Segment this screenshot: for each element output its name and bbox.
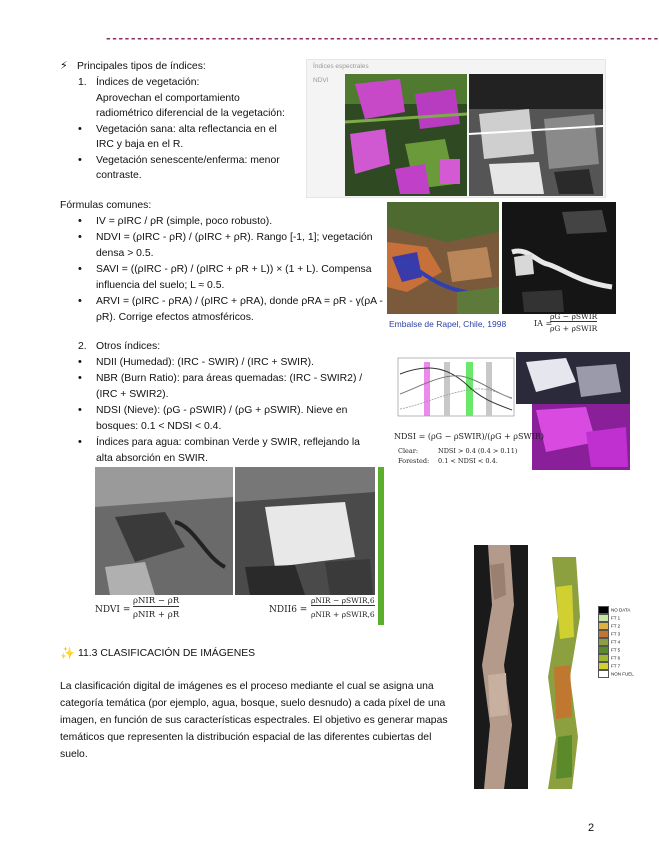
list-item: NDSI (Nieve): (ρG - ρSWIR) / (ρG + ρSWIR). Nieve en: [96, 405, 348, 416]
ndsi-images: [516, 352, 630, 470]
sparkle-icon: ✨: [60, 646, 75, 660]
list-item: ARVI = (ρIRC - ρRA) / (ρIRC + ρRA), donde ρRA = ρR - γ(ρA -: [96, 296, 383, 307]
legend-item: [598, 657, 621, 669]
ndvi-color-image: [345, 74, 467, 196]
legend-label: FT 1: [611, 615, 621, 621]
legend-item: [598, 633, 621, 645]
rapel-gray-image: [502, 202, 616, 314]
classified-map-panel: [542, 557, 634, 789]
list-item: Vegetación sana: alta reflectancia en el: [96, 124, 277, 135]
list-item: Índices para agua: combinan Verde y SWIR, reflejando la: [96, 437, 360, 448]
bullet-dot: •: [78, 215, 82, 227]
figure-rapel: [386, 198, 618, 340]
legend-label: FT 7: [611, 663, 621, 669]
ndsi-spectral-chart: [386, 354, 516, 426]
page-number: 2: [588, 822, 595, 834]
bullet-dot: •: [78, 356, 82, 368]
item-number: 1.: [78, 77, 87, 88]
legend-label: FT 6: [611, 655, 621, 661]
bullet-dot: •: [78, 404, 82, 416]
legend-item: [598, 601, 631, 613]
bullet-dot: •: [78, 263, 82, 275]
figure-label: NDVI: [313, 77, 329, 84]
classified-strip-image: [542, 557, 594, 789]
legend-label: NON FUEL: [611, 671, 634, 677]
bullet-dot: •: [78, 436, 82, 448]
list-item: (IRC + SWIR2).: [96, 389, 169, 400]
legend-item: [598, 617, 621, 629]
list-item: Vegetación senescente/enferma: menor: [96, 155, 280, 166]
list-item: bosques: 0.1 < NDSI < 0.4.: [96, 421, 222, 432]
rapel-formula-numerator: ρG − ρSWIR: [550, 312, 598, 321]
list-item: NDVI = (ρIRC - ρR) / (ρIRC + ρR). Rango [-1, 1]; vegetación: [96, 232, 373, 243]
section-heading: 11.3 CLASIFICACIÓN DE IMÁGENES: [78, 648, 256, 659]
rapel-formula-denominator: ρG + ρSWIR: [550, 324, 598, 333]
list-item: ρR). Corrige efectos atmosféricos.: [96, 312, 254, 323]
ndvi-gray-image: [95, 467, 233, 595]
ndvi-formula-numerator: ρNIR − ρR: [133, 596, 180, 606]
list-item: influencia del suelo; L ≈ 0.5.: [96, 280, 225, 291]
legend-item: [598, 609, 621, 621]
list-item: IRC y baja en el R.: [96, 139, 184, 150]
figure-indices-espectrales: [306, 59, 606, 198]
ndii-formula-lhs: NDII6 =: [269, 605, 308, 615]
list-item: NDII (Humedad): (IRC - SWIR) / (IRC + SWIR).: [96, 357, 314, 368]
list-item: contraste.: [96, 170, 142, 181]
item-desc-line: Aprovechan el comportamiento: [96, 93, 240, 104]
list-item: NBR (Burn Ratio): para áreas quemadas: (IRC - SWIR2) /: [96, 373, 363, 384]
legend-item: [598, 649, 621, 661]
rapel-caption: Embalse de Rapel, Chile, 1998: [389, 319, 507, 329]
bullet-dot: •: [78, 231, 82, 243]
item-title: Índices de vegetación:: [96, 77, 200, 88]
paragraph-line: La clasificación digital de imágenes es el proceso mediante el cual se asigna una: [60, 681, 434, 692]
paragraph-line: imagen, en función de sus características espectrales. El objetivo es generar mapas: [60, 715, 448, 726]
rapel-color-image: [387, 202, 499, 314]
list-item: IV = ρIRC / ρR (simple, poco robusto).: [96, 216, 273, 227]
item-desc-line: radiométrico diferencial de la vegetación:: [96, 108, 285, 119]
legend-label: NO DATA: [611, 607, 631, 613]
figure-ndsi: [386, 352, 630, 470]
legend-label: FT 2: [611, 623, 621, 629]
ndsi-clear-label: Clear:: [398, 447, 419, 455]
item-number: 2.: [78, 341, 87, 352]
legend-label: FT 3: [611, 631, 621, 637]
list-item: densa > 0.5.: [96, 248, 154, 259]
principales-heading: Principales tipos de índices:: [77, 61, 206, 72]
legend-item: [598, 625, 621, 637]
bullet-dot: •: [78, 295, 82, 307]
bullet-dot: •: [78, 154, 82, 166]
bullet-dot: •: [78, 372, 82, 384]
lightning-icon: ⚡: [60, 60, 68, 72]
ndii-gray-image: [235, 467, 375, 595]
ndvi-formula-lhs: NDVI =: [95, 605, 131, 615]
figure-classification: [474, 545, 634, 789]
formulas-heading: Fórmulas comunes:: [60, 200, 152, 211]
figure-ndvi-ndii: [95, 467, 384, 625]
otros-heading: Otros índices:: [96, 341, 161, 352]
satellite-strip-image: [474, 545, 528, 789]
figure-title: Índices espectrales: [313, 63, 369, 70]
ndsi-clear-value: NDSI > 0.4 (0.4 > 0.11): [438, 447, 518, 455]
separator-line: -----------------------------------------------------------------------------------------: [105, 32, 659, 45]
legend-swatch: [598, 670, 609, 678]
legend-label: FT 4: [611, 639, 621, 645]
legend-item: [598, 665, 634, 677]
ndvi-gray-image: [469, 74, 603, 196]
paragraph-line: suelo.: [60, 749, 88, 760]
bullet-dot: •: [78, 123, 82, 135]
ndsi-formula: NDSI = (ρG − ρSWIR)/(ρG + ρSWIR): [394, 432, 544, 441]
ndsi-forested-value: 0.1 < NDSI < 0.4.: [438, 457, 498, 465]
paragraph-line: temáticos que representen la distribución espacial de las diferentes cubiertas del: [60, 732, 432, 743]
list-item: SAVI = ((ρIRC - ρR) / (ρIRC + ρR + L)) × (1 + L). Compensa: [96, 264, 372, 275]
ndii-formula-denominator: ρNIR + ρSWIR,6: [311, 610, 375, 619]
paragraph-line: categoría temática (por ejemplo, agua, bosque, suelo desnudo) a cada píxel de una: [60, 698, 446, 709]
ndsi-forested-label: Forested:: [398, 457, 430, 465]
ndvi-formula-denominator: ρNIR + ρR: [133, 610, 180, 620]
classification-paragraph: [60, 678, 460, 763]
rapel-formula-lhs: IA =: [534, 319, 553, 328]
list-item: alta absorción en SWIR.: [96, 453, 209, 464]
legend-item: [598, 641, 621, 653]
ndii-formula-numerator: ρNIR − ρSWIR,6: [311, 596, 375, 605]
legend-label: FT 5: [611, 647, 621, 653]
